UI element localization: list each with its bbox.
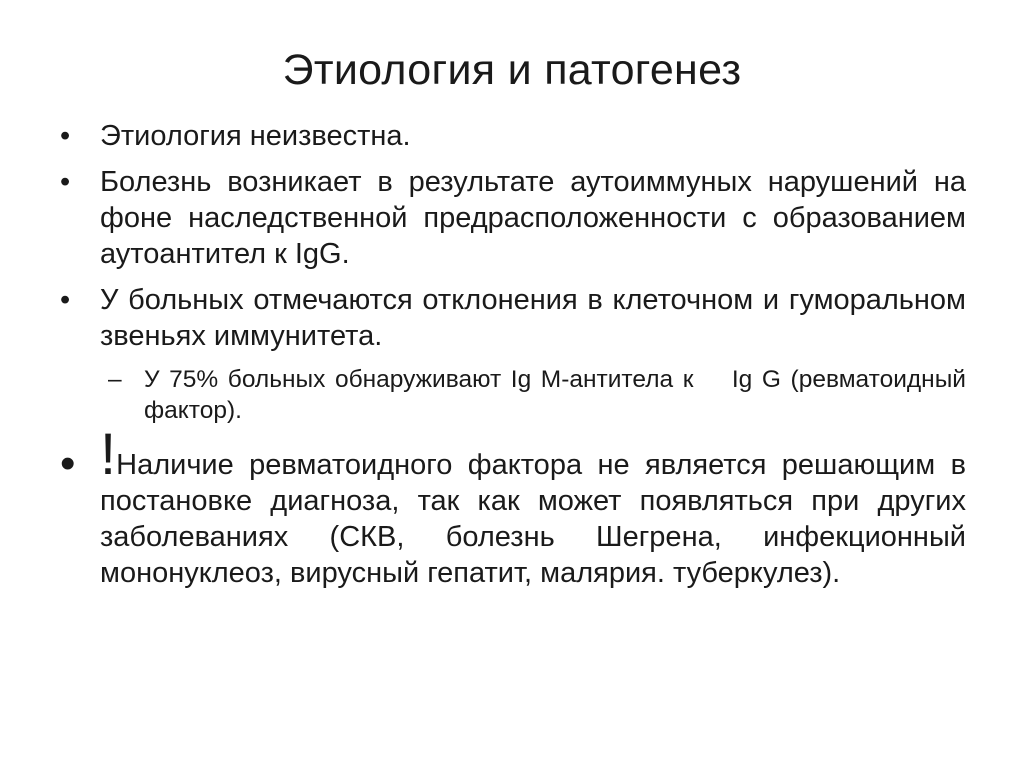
bullet-item-rheumatoid-factor xyxy=(60,422,966,591)
sub-bullet-item-rheumatoid xyxy=(60,364,973,426)
bullet-item-immunity xyxy=(60,282,966,354)
bullet-text: Болезнь возникает в результате аутоиммуных нарушений на фоне наследственной предрасположенности с образованием аутоантител к IgG. xyxy=(100,166,966,270)
bullet-marker: • xyxy=(60,284,71,316)
bullet-marker: • xyxy=(60,166,71,198)
sub-bullet-marker: – xyxy=(108,366,122,393)
bullet-list xyxy=(60,118,973,601)
bullet-text: Этиология неизвестна. xyxy=(100,120,411,152)
bullet-item-etiology xyxy=(60,118,966,154)
bullet-marker: • xyxy=(60,120,71,152)
sub-bullet-text: У 75% больных обнаруживают Ig M-антитела к Ig G (ревматоидный фактор). xyxy=(144,366,973,424)
bullet-item-autoimmune xyxy=(60,164,966,272)
exclamation-mark: ! xyxy=(100,422,117,487)
slide-title: Этиология и патогенез xyxy=(282,46,742,94)
bullet-text: У больных отмечаются отклонения в клеточном и гуморальном звеньях иммунитета. xyxy=(100,284,966,352)
bullet-text: Наличие ревматоидного фактора не является решающим в постановке диагноза, так как может появляться при других заболеваниях (СКВ, болезнь Шегрена, инфекционный мононуклеоз, вирусный гепатит, малярия. туберкулез). xyxy=(100,449,966,589)
bullet-marker: • xyxy=(60,439,76,488)
